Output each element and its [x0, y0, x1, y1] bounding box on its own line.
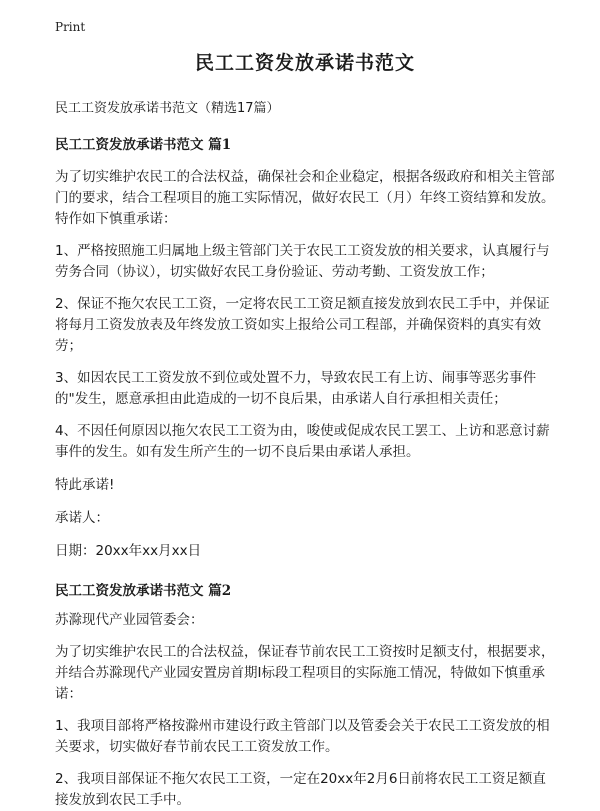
document-body [55, 48, 555, 811]
section-heading-1: 民工工资发放承诺书范文 篇1 [55, 137, 232, 153]
date-line: 日期：20xx年xx月xx日 [55, 543, 202, 559]
section-heading-2: 民工工资发放承诺书范文 篇2 [55, 583, 232, 599]
paragraph: 为了切实维护农民工的合法权益，确保社会和企业稳定，根据各级政府和相关主管部门的要求，结合工程项目的施工实际情况，做好农民工（月）年终工资结算和发放。特作如下慎重承诺： [55, 169, 555, 227]
page-title: 民工工资发放承诺书范文 [194, 52, 415, 74]
paragraph: 1、严格按照施工归属地上级主管部门关于农民工工资发放的相关要求，认真履行与劳务合同（协议），切实做好农民工身份验证、劳动考勤、工资发放工作； [55, 243, 550, 280]
print-link[interactable]: Print [55, 20, 86, 34]
paragraph: 3、如因农民工工资发放不到位或处置不力，导致农民工有上访、闹事等恶劣事件的"发生，愿意承担由此造成的一切不良后果，由承诺人自行承担相关责任； [55, 370, 537, 407]
closing-statement: 特此承诺! [55, 477, 115, 493]
paragraph: 2、保证不拖欠农民工工资，一定将农民工工资足额直接发放到农民工手中，并保证将每月工资发放表及年终发放工资如实上报给公司工程部，并确保资料的真实有效劳； [55, 296, 550, 354]
paragraph: 为了切实维护农民工的合法权益，保证春节前农民工工资按时足额支付，根据要求，并结合苏滁现代产业园安置房首期I标段工程项目的实际施工情况，特做如下慎重承诺： [55, 644, 555, 702]
paragraph: 1、我项目部将严格按滁州市建设行政主管部门以及管委会关于农民工工资发放的相关要求，切实做好春节前农民工工资发放工作。 [55, 718, 550, 755]
paragraph: 2、我项目部保证不拖欠农民工工资，一定在20xx年2月6日前将农民工工资足额直接发放到农民工手中。 [55, 771, 546, 808]
addressee: 苏滁现代产业园管委会： [55, 612, 204, 628]
document-subtitle: 民工工资发放承诺书范文（精选17篇） [55, 101, 280, 116]
paragraph: 4、不因任何原因以拖欠农民工工资为由，唆使或促成农民工罢工、上访和恶意讨薪事件的发生。如有发生所产生的一切不良后果由承诺人承担。 [55, 423, 550, 460]
signatory-label: 承诺人： [55, 510, 109, 526]
